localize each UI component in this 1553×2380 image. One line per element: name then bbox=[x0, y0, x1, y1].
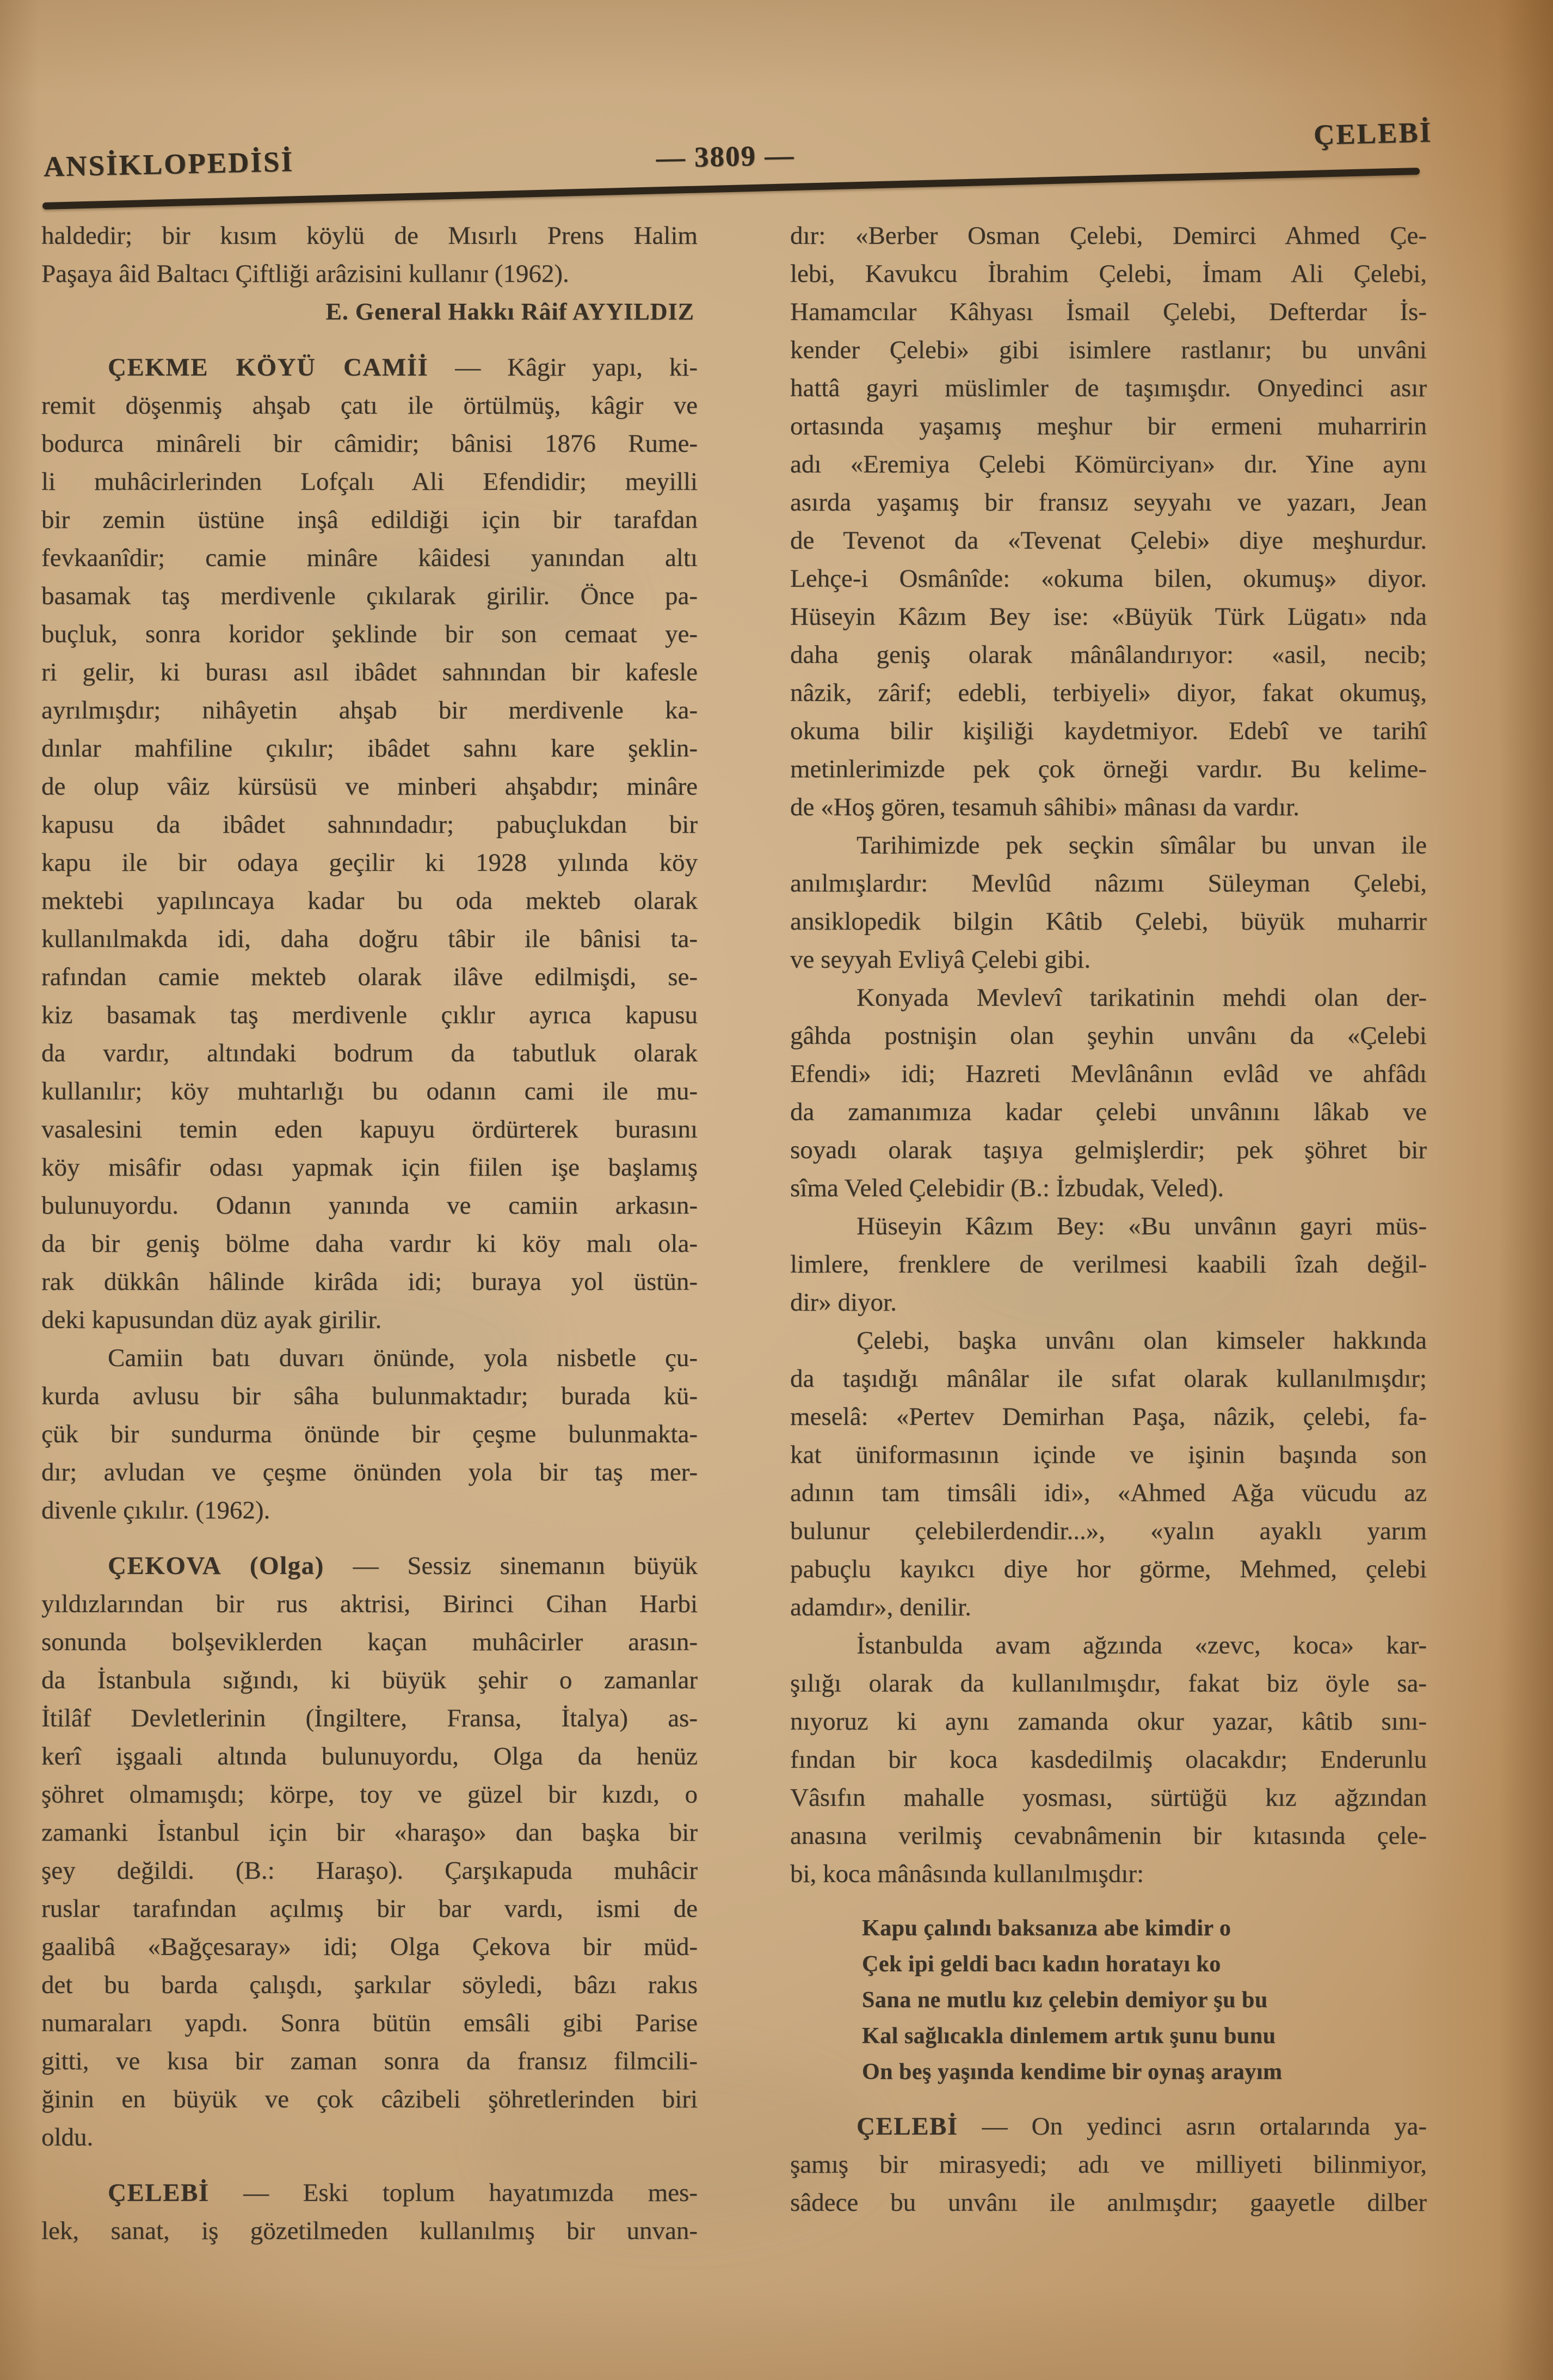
text-line: ri gelir, ki burası asıl ibâdet sahnından bir kafesle bbox=[41, 658, 698, 686]
text-line: oldu. bbox=[41, 2123, 94, 2151]
entry-first-line: ÇEKME KÖYÜ CAMİİ — Kâgir yapı, ki- bbox=[108, 353, 698, 382]
text-line: köy misâfir odası yapmak için fiilen işe başlamış bbox=[41, 1153, 698, 1182]
text-line: det bu barda çalışdı, şarkılar söyledi, bâzı rakıs bbox=[41, 1971, 698, 1999]
text-line: kender Çelebi» gibi isimlere rastlanır; bu unvâni bbox=[790, 336, 1427, 364]
text-line: dır; avludan ve çeşme önünden yola bir taş mer- bbox=[41, 1458, 698, 1486]
verse-line: Kapu çalındı baksanıza abe kimdir o bbox=[862, 1916, 1231, 1941]
running-head-keyword: ÇELEBİ bbox=[1313, 116, 1433, 151]
text-line: kat üniformasının içinde ve işinin başında son bbox=[790, 1441, 1427, 1469]
text-line: de olup vâiz kürsüsü ve minberi ahşabdır; minâre bbox=[41, 772, 698, 801]
text-line: İtilâf Devletlerinin (İngiltere, Fransa, İtalya) as- bbox=[41, 1704, 698, 1732]
left-column bbox=[41, 217, 698, 2250]
text-line: de «Hoş gören, tesamuh sâhibi» mânası da vardır. bbox=[790, 793, 1299, 821]
text-line: gaalibâ «Bağçesaray» idi; Olga Çekova bir müd- bbox=[41, 1933, 698, 1961]
text-line: haldedir; bir kısım köylü de Mısırlı Prens Halim bbox=[41, 222, 698, 250]
text-line: mektebi yapılıncaya kadar bu oda mekteb olarak bbox=[41, 887, 698, 915]
text-line: lek, sanat, iş gözetilmeden kullanılmış bir unvan- bbox=[41, 2217, 698, 2245]
text-line: sîma Veled Çelebidir (B.: İzbudak, Veled). bbox=[790, 1174, 1224, 1202]
author-byline: E. General Hakkı Râif AYYILDIZ bbox=[325, 298, 694, 325]
text-line: remit döşenmiş ahşab çatı ile örtülmüş, kâgir ve bbox=[41, 391, 698, 420]
text-line: dır: «Berber Osman Çelebi, Demirci Ahmed Çe- bbox=[790, 222, 1427, 250]
text-line: bodurca minâreli bir câmidir; bânisi 1876 Rume- bbox=[41, 429, 698, 458]
right-column bbox=[790, 217, 1427, 2222]
text-line: adamdır», denilir. bbox=[790, 1593, 971, 1621]
text-line: numaraları yapdı. Sonra bütün emsâli gibi Parise bbox=[41, 2009, 698, 2037]
text-line: Tarihimizde pek seçkin sîmâlar bu unvan ile bbox=[856, 831, 1427, 859]
text-line: sâdece bu unvânı ile anılmışdır; gaayetle dilber bbox=[790, 2188, 1427, 2217]
text-line: okuma bilir kişiliği kaydetmiyor. Edebî ve tarihî bbox=[790, 717, 1427, 745]
text-line: yıldızlarından bir rus aktrisi, Birinci Cihan Harbi bbox=[41, 1590, 698, 1618]
text-line: kullanılmakda idi, daha doğru tâbir ile bânisi ta- bbox=[41, 925, 698, 953]
text-line: divenle çıkılır. (1962). bbox=[41, 1496, 270, 1524]
text-line: kiz basamak taş merdivenle çıklır ayrıca kapusu bbox=[41, 1001, 698, 1029]
text-line: çük bir sundurma önünde bir çeşme bulunmakta- bbox=[41, 1420, 698, 1448]
text-line: ansiklopedik bilgin Kâtib Çelebi, büyük muharrir bbox=[790, 907, 1427, 936]
text-line: kapu ile bir odaya geçilir ki 1928 yılında köy bbox=[41, 848, 698, 877]
text-line: Lehçe-i Osmânîde: «okuma bilen, okumuş» diyor. bbox=[790, 564, 1427, 593]
text-line: gitti, ve kısa bir zaman sonra da fransız filmcili- bbox=[41, 2047, 698, 2075]
entry-first-line: ÇEKOVA (Olga) — Sessiz sinemanın büyük bbox=[108, 1552, 698, 1580]
text-line: Hüseyin Kâzım Bey: «Bu unvânın gayri müs- bbox=[856, 1212, 1427, 1240]
text-line: meselâ: «Pertev Demirhan Paşa, nâzik, çelebi, fa- bbox=[790, 1403, 1427, 1431]
text-line: sonunda bolşeviklerden kaçan muhâcirler arasın- bbox=[41, 1628, 698, 1656]
verse-line: On beş yaşında kendime bir oynaş arayım bbox=[862, 2059, 1283, 2084]
text-line: adının tam timsâli idi», «Ahmed Ağa vücudu az bbox=[790, 1479, 1427, 1507]
text-line: fevkaanîdir; camie minâre kâidesi yanından altı bbox=[41, 544, 698, 572]
text-line: da İstanbula sığındı, ki büyük şehir o zamanlar bbox=[41, 1666, 698, 1694]
text-line: bulunuyordu. Odanın yanında ve camiin arkasın- bbox=[41, 1191, 698, 1220]
text-line: de Tevenot da «Tevenat Çelebi» diye meşhurdur. bbox=[790, 526, 1427, 555]
text-line: dir» diyor. bbox=[790, 1288, 897, 1317]
entry-first-line: ÇELEBİ — Eski toplum hayatımızda mes- bbox=[108, 2179, 698, 2207]
text-line: basamak taş merdivenle çıkılarak girilir. Önce pa- bbox=[41, 582, 698, 610]
text-line: metinlerimizde pek çok örneği vardır. Bu kelime- bbox=[790, 755, 1427, 783]
text-line: lebi, Kavukcu İbrahim Çelebi, İmam Ali Çelebi, bbox=[790, 260, 1427, 288]
text-line: Konyada Mevlevî tarikatinin mehdi olan der- bbox=[856, 983, 1427, 1012]
text-line: İstanbulda avam ağzında «zevc, koca» kar- bbox=[856, 1631, 1427, 1659]
text-line: anasına verilmiş cevabnâmenin bir kıtasında çele- bbox=[790, 1822, 1427, 1850]
text-line: deki kapusundan düz ayak girilir. bbox=[41, 1306, 382, 1334]
text-line: bi, koca mânâsında kullanılmışdır: bbox=[790, 1860, 1144, 1888]
text-line: kapusu da ibâdet sahnındadır; pabuçlukdan bir bbox=[41, 810, 698, 839]
text-line: ortasında yaşamış meşhur bir ermeni muharririn bbox=[790, 412, 1427, 440]
entry-first-line: ÇELEBİ — On yedinci asrın ortalarında ya- bbox=[856, 2112, 1427, 2141]
text-line: dınlar mahfiline çıkılır; ibâdet sahnı kare şeklin- bbox=[41, 734, 698, 762]
page-number: — 3809 — bbox=[656, 139, 795, 174]
text-line: şamış bir mirasyedi; adı ve milliyeti bilinmiyor, bbox=[790, 2150, 1427, 2179]
text-line: Çelebi, başka unvânı olan kimseler hakkında bbox=[856, 1326, 1427, 1355]
text-line: rak dükkân hâlinde kirâda idi; buraya yol üstün- bbox=[41, 1268, 698, 1296]
text-line: vasalesini temin eden kapuyu ördürterek burasını bbox=[41, 1115, 698, 1143]
text-line: hattâ gayri müslimler de taşımışdır. Onyedinci asır bbox=[790, 374, 1427, 402]
text-line: ve seyyah Evliyâ Çelebi gibi. bbox=[790, 945, 1091, 974]
text-line: anılmışlardır: Mevlûd nâzımı Süleyman Çelebi, bbox=[790, 869, 1427, 897]
text-line: Hamamcılar Kâhyası İsmail Çelebi, Defterdar İs- bbox=[790, 298, 1427, 326]
text-line: şılığı olarak da kullanılmışdır, fakat biz öyle sa- bbox=[790, 1669, 1427, 1698]
text-line: da vardır, altındaki bodrum da tabutluk olarak bbox=[41, 1039, 698, 1067]
text-line: Camiin batı duvarı önünde, yola nisbetle çu- bbox=[108, 1344, 698, 1372]
text-line: da bir geniş bölme daha vardır ki köy malı ola- bbox=[41, 1229, 698, 1258]
text-line: Hüseyin Kâzım Bey ise: «Büyük Türk Lügatı» nda bbox=[790, 602, 1427, 631]
text-line: şöhret olmamışdı; körpe, toy ve güzel bir kızdı, o bbox=[41, 1780, 698, 1809]
text-line: Paşaya âid Baltacı Çiftliği arâzisini kullanır (1962). bbox=[41, 260, 569, 288]
text-line: Vâsıfın mahalle yosması, sürtüğü kız ağzından bbox=[790, 1784, 1427, 1812]
text-line: bir zemin üstüne inşâ edildiği için bir tarafdan bbox=[41, 506, 698, 534]
text-line: daha geniş olarak mânâlandırıyor: «asil, necib; bbox=[790, 641, 1427, 669]
text-line: zamanki İstanbul için bir «haraşo» dan başka bir bbox=[41, 1818, 698, 1847]
text-line: kerî işgaali altında bulunuyordu, Olga da henüz bbox=[41, 1742, 698, 1770]
text-line: asırda yaşamış bir fransız seyyahı ve yazarı, Jean bbox=[790, 488, 1427, 516]
verse-line: Sana ne mutlu kız çelebin demiyor şu bu bbox=[862, 1988, 1268, 2013]
text-line: bulunur çelebilerdendir...», «yalın ayaklı yarım bbox=[790, 1517, 1427, 1545]
text-line: Efendi» idi; Hazreti Mevlânânın evlâd ve ahfâdı bbox=[790, 1060, 1427, 1088]
entry-heading: ÇEKME KÖYÜ CAMİİ bbox=[108, 353, 429, 382]
text-line: pabuçlu kayıkcı diye hor görme, Mehmed, çelebi bbox=[790, 1555, 1427, 1583]
text-line: soyadı olarak taşıya gelmişlerdir; pek şöhret bir bbox=[790, 1136, 1427, 1164]
text-line: gâhda postnişin olan şeyhin unvânı da «Çelebi bbox=[790, 1022, 1427, 1050]
text-line: da zamanımıza kadar çelebi unvânını lâkab ve bbox=[790, 1098, 1427, 1126]
text-line: ayrılmışdır; nihâyetin ahşab bir merdivenle ka- bbox=[41, 696, 698, 724]
text-line: buçluk, sonra koridor şeklinde bir son cemaat ye- bbox=[41, 620, 698, 648]
text-line: rafından camie mekteb olarak ilâve edilmişdi, se- bbox=[41, 963, 698, 991]
text-line: li muhâcirlerinden Lofçalı Ali Efendidir; meyilli bbox=[41, 468, 698, 496]
entry-heading: ÇELEBİ bbox=[108, 2179, 209, 2207]
text-line: fından bir koca kasdedilmiş olacakdır; Enderunlu bbox=[790, 1745, 1427, 1774]
text-line: limlere, frenklere de verilmesi kaabili îzah değil- bbox=[790, 1250, 1427, 1278]
text-line: şey değildi. (B.: Haraşo). Çarşıkapuda muhâcir bbox=[41, 1856, 698, 1885]
text-line: kullanılır; köy muhtarlığı bu odanın cami ile mu- bbox=[41, 1077, 698, 1105]
text-line: kurda avlusu bir sâha bulunmaktadır; burada kü- bbox=[41, 1382, 698, 1410]
text-line: nıyoruz ki aynı zamanda okur yazar, kâtib sını- bbox=[790, 1707, 1427, 1736]
text-line: adı «Eremiya Çelebi Kömürciyan» dır. Yine aynı bbox=[790, 450, 1427, 478]
verse-line: Çek ipi geldi bacı kadın horatayı ko bbox=[862, 1952, 1221, 1977]
running-head-title: ANSİKLOPEDİSİ bbox=[43, 146, 294, 183]
entry-heading: ÇEKOVA (Olga) bbox=[108, 1552, 324, 1580]
text-line: ğinin en büyük ve çok câzibeli şöhretlerinden biri bbox=[41, 2085, 698, 2113]
entry-heading: ÇELEBİ bbox=[856, 2112, 958, 2141]
text-line: ruslar tarafından açılmış bir bar vardı, ismi de bbox=[41, 1895, 698, 1923]
text-line: da taşıdığı mânâlar ile sıfat olarak kullanılmışdır; bbox=[790, 1364, 1427, 1393]
text-line: nâzik, zârif; edebli, terbiyeli» diyor, fakat okumuş, bbox=[790, 679, 1427, 707]
verse-line: Kal sağlıcakla dinlemem artık şunu bunu bbox=[862, 2024, 1276, 2049]
